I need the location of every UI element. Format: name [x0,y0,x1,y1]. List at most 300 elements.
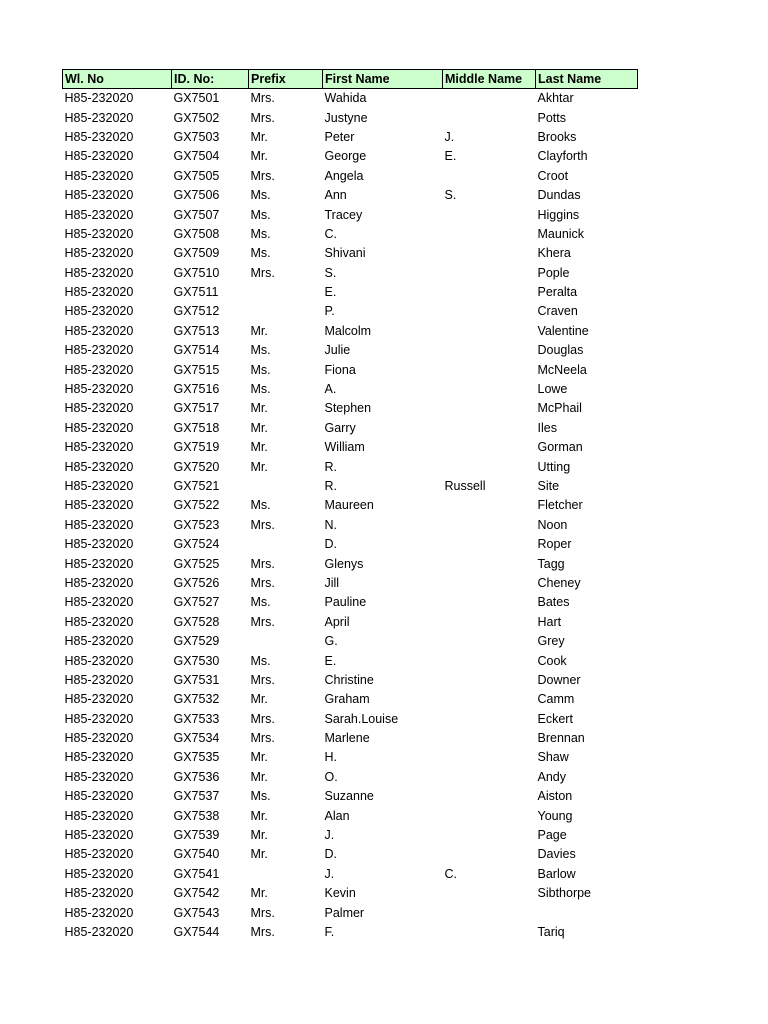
id-no-cell[interactable]: GX7511 [173,285,219,300]
table-row [63,322,638,341]
last-name-cell[interactable]: McPhail [537,401,582,416]
middle-name-cell[interactable] [443,671,536,690]
last-name-cell[interactable]: Dundas [537,188,581,203]
last-name-cell[interactable]: Potts [537,110,566,125]
first-name-cell[interactable]: E. [324,285,337,300]
prefix-cell[interactable]: Ms. [250,789,271,804]
table-row [63,923,638,942]
id-no-cell[interactable]: GX7515 [173,362,220,377]
last-name-cell[interactable]: Tariq [537,924,565,939]
wl-no-cell[interactable]: H85-232020 [64,517,134,532]
middle-name-cell[interactable] [443,613,536,632]
middle-name-cell[interactable] [443,457,536,476]
last-name-cell[interactable]: Brooks [537,129,577,144]
first-name-cell[interactable]: William [324,440,365,455]
middle-name-cell[interactable] [443,748,536,767]
wl-no-cell[interactable]: H85-232020 [64,459,134,474]
prefix-cell[interactable]: Mrs. [250,517,275,532]
table-row [63,535,638,554]
wl-no-cell[interactable]: H85-232020 [64,614,134,629]
middle-name-cell[interactable] [443,496,536,515]
first-name-cell[interactable]: Marlene [324,731,370,746]
prefix-cell[interactable]: Mrs. [250,91,275,106]
wl-no-cell[interactable]: H85-232020 [64,149,134,164]
middle-name-cell[interactable] [443,360,536,379]
id-no-cell[interactable]: GX7503 [173,129,220,144]
table-row [63,438,638,457]
wl-no-cell[interactable]: H85-232020 [64,828,134,843]
first-name-cell[interactable]: Kevin [324,886,356,901]
last-name-cell[interactable]: Croot [537,168,569,183]
prefix-cell[interactable]: Mrs. [250,168,275,183]
first-name-cell[interactable]: Alan [324,808,350,823]
id-no-cell[interactable]: GX7513 [173,323,220,338]
wl-no-cell[interactable]: H85-232020 [64,362,134,377]
wl-no-cell[interactable]: H85-232020 [64,750,134,765]
middle-name-cell[interactable] [443,264,536,283]
wl-no-cell[interactable]: H85-232020 [64,168,134,183]
id-no-cell[interactable]: GX7508 [173,226,220,241]
table-row [63,244,638,263]
middle-name-cell[interactable]: S. [444,188,457,203]
id-no-cell[interactable]: GX7502 [173,110,220,125]
last-name-cell[interactable]: Roper [537,537,572,552]
wl-no-cell[interactable]: H85-232020 [64,188,134,203]
middle-name-cell[interactable] [443,574,536,593]
first-name-cell[interactable]: Tracey [324,207,363,222]
first-name-cell[interactable]: C. [324,226,337,241]
id-no-cell[interactable]: GX7541 [173,866,220,881]
id-no-cell[interactable]: GX7530 [173,653,220,668]
prefix-cell[interactable]: Mrs. [250,556,275,571]
first-name-cell[interactable]: Suzanne [324,789,374,804]
middle-name-cell[interactable]: C. [444,866,457,881]
last-name-cell[interactable]: Shaw [537,750,569,765]
last-name-cell[interactable]: Davies [537,847,576,862]
prefix-cell[interactable]: Mrs. [250,110,275,125]
table-row [63,205,638,224]
id-no-cell[interactable]: GX7517 [173,401,220,416]
first-name-cell[interactable]: H. [324,750,337,765]
middle-name-cell[interactable] [443,322,536,341]
middle-name-cell[interactable] [443,225,536,244]
wl-no-cell[interactable]: H85-232020 [64,207,134,222]
id-no-cell[interactable]: GX7540 [173,847,220,862]
middle-name-cell[interactable] [443,651,536,670]
header-first-name[interactable]: First Name [323,70,443,89]
middle-name-cell[interactable] [443,923,536,942]
wl-no-cell[interactable]: H85-232020 [64,246,134,261]
wl-no-cell[interactable]: H85-232020 [64,847,134,862]
wl-no-cell[interactable]: H85-232020 [64,769,134,784]
middle-name-cell[interactable] [443,244,536,263]
id-no-cell[interactable]: GX7506 [173,188,220,203]
first-name-cell[interactable]: A. [324,382,337,397]
table-row [63,128,638,147]
wl-no-cell[interactable]: H85-232020 [64,866,134,881]
middle-name-cell[interactable] [443,341,536,360]
wl-no-cell[interactable]: H85-232020 [64,692,134,707]
wl-no-cell[interactable]: H85-232020 [64,924,134,939]
table-row [63,341,638,360]
first-name-cell[interactable]: G. [324,634,338,649]
id-no-cell[interactable]: GX7526 [173,575,220,590]
wl-no-cell[interactable]: H85-232020 [64,905,134,920]
middle-name-cell[interactable] [443,438,536,457]
id-no-cell[interactable]: GX7518 [173,420,220,435]
wl-no-cell[interactable]: H85-232020 [64,323,134,338]
prefix-cell[interactable]: Ms. [250,246,271,261]
wl-no-cell[interactable]: H85-232020 [64,498,134,513]
prefix-cell[interactable]: Mrs. [250,905,275,920]
prefix-cell[interactable]: Ms. [250,595,271,610]
last-name-cell[interactable]: Cook [537,653,567,668]
prefix-cell[interactable]: Mrs. [250,614,275,629]
wl-no-cell[interactable]: H85-232020 [64,672,134,687]
id-no-cell[interactable]: GX7507 [173,207,220,222]
prefix-cell[interactable]: Mr. [250,459,268,474]
first-name-cell[interactable]: Pauline [324,595,367,610]
id-no-cell[interactable]: GX7510 [173,265,220,280]
id-no-cell[interactable]: GX7522 [173,498,220,513]
middle-name-cell[interactable]: J. [444,129,455,144]
middle-name-cell[interactable] [443,535,536,554]
last-name-cell[interactable]: Akhtar [537,91,574,106]
middle-name-cell[interactable] [443,399,536,418]
table-row [63,845,638,864]
first-name-cell[interactable]: Stephen [324,401,372,416]
wl-no-cell[interactable]: H85-232020 [64,265,134,280]
header-wl-no[interactable]: Wl. No [63,70,172,89]
wl-no-cell[interactable]: H85-232020 [64,343,134,358]
first-name-cell[interactable]: J. [324,828,335,843]
last-name-cell[interactable]: Iles [537,420,557,435]
wl-no-cell[interactable]: H85-232020 [64,808,134,823]
prefix-cell[interactable]: Mr. [250,828,268,843]
wl-no-cell[interactable]: H85-232020 [64,711,134,726]
first-name-cell[interactable]: P. [324,304,335,319]
first-name-cell[interactable]: April [324,614,350,629]
id-no-cell[interactable]: GX7528 [173,614,220,629]
id-no-cell[interactable]: GX7539 [173,828,220,843]
wl-no-cell[interactable]: H85-232020 [64,304,134,319]
prefix-cell[interactable]: Mrs. [250,924,275,939]
wl-no-cell[interactable]: H85-232020 [64,91,134,106]
middle-name-cell[interactable] [443,89,536,109]
id-no-cell[interactable]: GX7543 [173,905,220,920]
id-no-cell[interactable]: GX7519 [173,440,220,455]
prefix-cell[interactable] [249,302,323,321]
table-row [63,748,638,767]
first-name-cell[interactable]: Julie [324,343,351,358]
first-name-cell[interactable]: Malcolm [324,323,372,338]
wl-no-cell[interactable]: H85-232020 [64,634,134,649]
last-name-cell[interactable]: Pople [537,265,570,280]
wl-no-cell[interactable]: H85-232020 [64,556,134,571]
prefix-cell[interactable]: Mr. [250,401,268,416]
last-name-cell[interactable]: Eckert [537,711,573,726]
middle-name-cell[interactable] [443,710,536,729]
first-name-cell[interactable]: Garry [324,420,356,435]
first-name-cell[interactable]: R. [324,479,337,493]
prefix-cell[interactable]: Mr. [250,323,268,338]
wl-no-cell[interactable]: H85-232020 [64,129,134,144]
middle-name-cell[interactable]: E. [444,149,457,164]
middle-name-cell[interactable] [443,845,536,864]
id-no-cell[interactable]: GX7505 [173,168,220,183]
middle-name-cell[interactable] [443,554,536,573]
first-name-cell[interactable]: Graham [324,692,370,707]
prefix-cell[interactable]: Mr. [250,129,268,144]
wl-no-cell[interactable]: H85-232020 [64,110,134,125]
last-name-cell[interactable]: Barlow [537,866,576,881]
table-row [63,380,638,399]
id-no-cell[interactable]: GX7504 [173,149,220,164]
last-name-cell[interactable]: Gorman [537,440,583,455]
last-name-cell[interactable]: Maunick [537,226,585,241]
middle-name-cell[interactable] [443,787,536,806]
last-name-cell[interactable]: Hart [537,614,562,629]
table-row [63,826,638,845]
prefix-cell[interactable]: Mrs. [250,575,275,590]
first-name-cell[interactable]: Jill [324,575,340,590]
last-name-cell[interactable]: Sibthorpe [537,886,592,901]
header-middle-name[interactable]: Middle Name [443,70,536,89]
table-row [63,264,638,283]
table-row [63,729,638,748]
prefix-cell[interactable]: Mrs. [250,731,275,746]
middle-name-cell[interactable] [443,205,536,224]
prefix-cell[interactable]: Mr. [250,847,268,862]
wl-no-cell[interactable]: H85-232020 [64,595,134,610]
last-name-cell[interactable]: Young [537,808,573,823]
first-name-cell[interactable]: O. [324,769,338,784]
wl-no-cell[interactable]: H85-232020 [64,479,134,493]
last-name-cell[interactable]: Khera [537,246,571,261]
last-name-cell[interactable]: Grey [537,634,565,649]
middle-name-cell[interactable] [443,806,536,825]
last-name-cell[interactable]: Craven [537,304,578,319]
prefix-cell[interactable]: Mrs. [250,265,275,280]
middle-name-cell[interactable] [443,632,536,651]
prefix-cell[interactable]: Mr. [250,808,268,823]
id-no-cell[interactable]: GX7516 [173,382,220,397]
table-row [63,884,638,903]
id-no-cell[interactable]: GX7544 [173,924,220,939]
id-no-cell[interactable]: GX7509 [173,246,220,261]
id-no-cell[interactable]: GX7534 [173,731,220,746]
last-name-cell[interactable]: Bates [537,595,570,610]
first-name-cell[interactable]: Ann [324,188,347,203]
first-name-cell[interactable]: Peter [324,129,355,144]
wl-no-cell[interactable]: H85-232020 [64,420,134,435]
table-header [63,70,638,89]
prefix-cell[interactable]: Mr. [250,769,268,784]
last-name-cell[interactable]: Downer [537,672,581,687]
middle-name-cell[interactable] [443,380,536,399]
wl-no-cell[interactable]: H85-232020 [64,382,134,397]
middle-name-cell[interactable] [443,768,536,787]
last-name-cell[interactable] [536,903,638,922]
prefix-cell[interactable] [249,477,323,496]
prefix-cell[interactable] [249,632,323,651]
prefix-cell[interactable]: Mr. [250,750,268,765]
id-no-cell[interactable]: GX7521 [173,479,220,493]
middle-name-cell[interactable] [443,884,536,903]
prefix-cell[interactable]: Ms. [250,653,271,668]
prefix-cell[interactable]: Ms. [250,188,271,203]
first-name-cell[interactable]: D. [324,847,337,862]
prefix-cell[interactable]: Mr. [250,692,268,707]
first-name-cell[interactable]: N. [324,517,337,532]
id-no-cell[interactable]: GX7538 [173,808,220,823]
header-id-no[interactable]: ID. No: [172,70,249,89]
first-name-cell[interactable]: George [324,149,367,164]
wl-no-cell[interactable]: H85-232020 [64,731,134,746]
last-name-cell[interactable]: Noon [537,517,568,532]
first-name-cell[interactable]: Shivani [324,246,366,261]
prefix-cell[interactable]: Ms. [250,382,271,397]
first-name-cell[interactable]: Christine [324,672,374,687]
prefix-cell[interactable]: Mr. [250,420,268,435]
id-no-cell[interactable]: GX7514 [173,343,220,358]
middle-name-cell[interactable] [443,516,536,535]
id-no-cell[interactable]: GX7529 [173,634,220,649]
last-name-cell[interactable]: Site [537,479,560,493]
id-no-cell[interactable]: GX7536 [173,769,220,784]
prefix-cell[interactable]: Mr. [250,886,268,901]
table-row [63,89,638,109]
prefix-cell[interactable]: Ms. [250,362,271,377]
header-row [63,70,638,89]
prefix-cell[interactable]: Mr. [250,440,268,455]
first-name-cell[interactable]: Wahida [324,91,367,106]
last-name-cell[interactable]: Tagg [537,556,565,571]
last-name-cell[interactable]: Brennan [537,731,585,746]
last-name-cell[interactable]: Utting [537,459,571,474]
last-name-cell[interactable]: Cheney [537,575,581,590]
wl-no-cell[interactable]: H85-232020 [64,886,134,901]
wl-no-cell[interactable]: H85-232020 [64,285,134,300]
id-no-cell[interactable]: GX7520 [173,459,220,474]
id-no-cell[interactable]: GX7512 [173,304,220,319]
last-name-cell[interactable]: Page [537,828,567,843]
last-name-cell[interactable]: Camm [537,692,575,707]
table-row [63,360,638,379]
last-name-cell[interactable]: Valentine [537,323,589,338]
first-name-cell[interactable]: R. [324,459,337,474]
middle-name-cell[interactable] [443,302,536,321]
first-name-cell[interactable]: Angela [324,168,364,183]
middle-name-cell[interactable] [443,826,536,845]
last-name-cell[interactable]: Fletcher [537,498,583,513]
prefix-cell[interactable]: Mr. [250,149,268,164]
middle-name-cell[interactable] [443,108,536,127]
id-no-cell[interactable]: GX7523 [173,517,220,532]
first-name-cell[interactable]: Maureen [324,498,374,513]
last-name-cell[interactable]: Andy [537,769,566,784]
wl-no-cell[interactable]: H85-232020 [64,789,134,804]
table-row [63,574,638,593]
prefix-cell[interactable] [249,535,323,554]
prefix-cell[interactable]: Mrs. [250,711,275,726]
table-row [63,516,638,535]
table-row [63,865,638,884]
last-name-cell[interactable]: Higgins [537,207,580,222]
spreadsheet-sheet [62,69,638,942]
prefix-cell[interactable]: Mrs. [250,672,275,687]
last-name-cell[interactable]: Douglas [537,343,584,358]
prefix-cell[interactable]: Ms. [250,498,271,513]
middle-name-cell[interactable] [443,690,536,709]
first-name-cell[interactable]: Palmer [324,905,365,920]
prefix-cell[interactable] [249,865,323,884]
middle-name-cell[interactable]: Russell [444,479,486,493]
last-name-cell[interactable]: Peralta [537,285,578,300]
wl-no-cell[interactable]: H85-232020 [64,575,134,590]
id-no-cell[interactable]: GX7531 [173,672,220,687]
first-name-cell[interactable]: Justyne [324,110,368,125]
id-no-cell[interactable]: GX7527 [173,595,220,610]
id-no-cell[interactable]: GX7525 [173,556,220,571]
prefix-cell[interactable]: Ms. [250,207,271,222]
prefix-cell[interactable]: Ms. [250,226,271,241]
table-row [63,399,638,418]
wl-no-cell[interactable]: H85-232020 [64,226,134,241]
prefix-cell[interactable] [249,283,323,302]
first-name-cell[interactable]: Sarah.Louise [324,711,399,726]
header-last-name[interactable]: Last Name [536,70,638,89]
last-name-cell[interactable]: Lowe [537,382,568,397]
first-name-cell[interactable]: J. [324,866,335,881]
last-name-cell[interactable]: Clayforth [537,149,588,164]
id-no-cell[interactable]: GX7535 [173,750,220,765]
table-row [63,632,638,651]
id-no-cell[interactable]: GX7537 [173,789,220,804]
wl-no-cell[interactable]: H85-232020 [64,537,134,552]
first-name-cell[interactable]: Glenys [324,556,364,571]
table-row [63,457,638,476]
header-prefix[interactable]: Prefix [249,70,323,89]
middle-name-cell[interactable] [443,283,536,302]
first-name-cell[interactable]: D. [324,537,337,552]
id-no-cell[interactable]: GX7524 [173,537,220,552]
id-no-cell[interactable]: GX7533 [173,711,220,726]
wl-no-cell[interactable]: H85-232020 [64,653,134,668]
table-row [63,225,638,244]
first-name-cell[interactable]: S. [324,265,337,280]
last-name-cell[interactable]: McNeela [537,362,587,377]
id-no-cell[interactable]: GX7501 [173,91,220,106]
wl-no-cell[interactable]: H85-232020 [64,440,134,455]
middle-name-cell[interactable] [443,593,536,612]
id-no-cell[interactable]: GX7532 [173,692,220,707]
wl-no-cell[interactable]: H85-232020 [64,401,134,416]
middle-name-cell[interactable] [443,167,536,186]
first-name-cell[interactable]: F. [324,924,335,939]
id-no-cell[interactable]: GX7542 [173,886,220,901]
first-name-cell[interactable]: Fiona [324,362,356,377]
prefix-cell[interactable]: Ms. [250,343,271,358]
table-row [63,554,638,573]
first-name-cell[interactable]: E. [324,653,337,668]
table-row [63,108,638,127]
last-name-cell[interactable]: Aiston [537,789,573,804]
middle-name-cell[interactable] [443,729,536,748]
middle-name-cell[interactable] [443,419,536,438]
table-row [63,806,638,825]
middle-name-cell[interactable] [443,903,536,922]
